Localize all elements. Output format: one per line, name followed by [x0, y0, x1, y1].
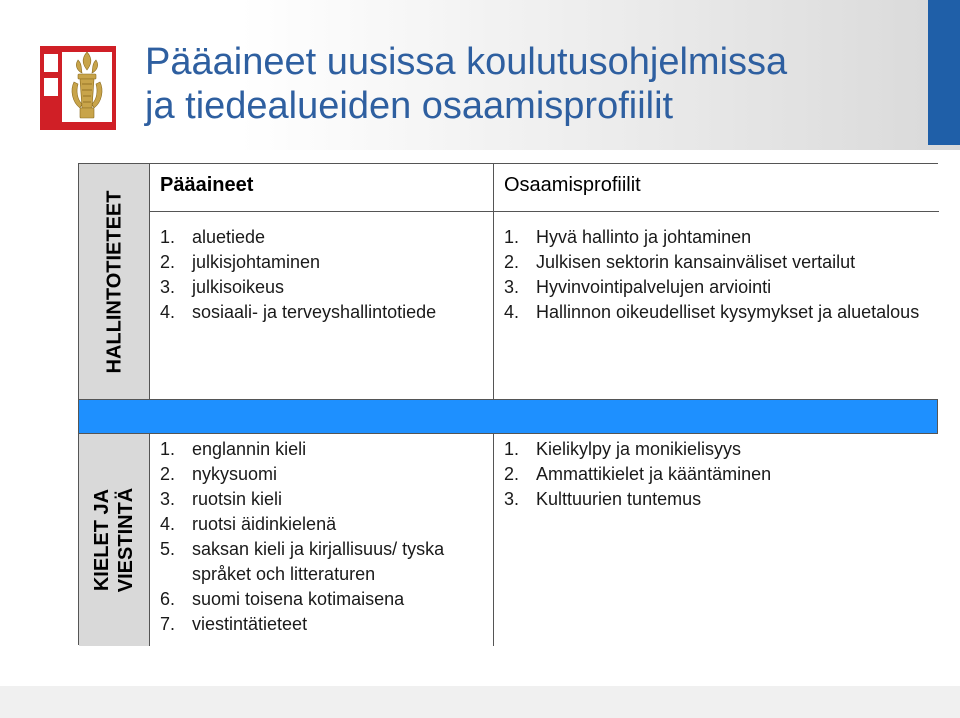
majors-header: Pääaineet: [150, 164, 493, 212]
list-item: [504, 275, 939, 300]
list-item: [160, 612, 493, 637]
section-label-line-2: VIESTINTÄ: [115, 487, 138, 593]
item-text: ruotsin kieli: [192, 489, 283, 509]
item-number: 2.: [160, 464, 176, 484]
item-number: 3.: [504, 489, 520, 509]
footer-band: [0, 686, 960, 718]
item-number: 4.: [160, 302, 176, 322]
profiles-list: [494, 212, 939, 325]
item-number: 1.: [504, 227, 520, 247]
list-item: [504, 462, 939, 487]
title-line-2: ja tiedealueiden osaamisprofiilit: [145, 85, 674, 127]
majors-list: [150, 212, 493, 325]
majors-cell-hallintotieteet: [149, 164, 494, 399]
list-item: [160, 462, 493, 487]
list-item: [160, 537, 493, 587]
item-text: englannin kieli: [192, 439, 307, 459]
list-item: [160, 512, 493, 537]
item-text: aluetiede: [192, 227, 266, 247]
profiles-list: [494, 434, 939, 512]
section-separator-bar: [79, 399, 937, 434]
item-text: Ammattikielet ja kääntäminen: [536, 464, 772, 484]
item-number: 1.: [504, 439, 520, 459]
majors-cell-kielet-ja-viestinta: [149, 434, 494, 646]
item-text: saksan kieli ja kirjallisuus/ tyska språket och litteraturen: [192, 539, 445, 584]
item-text: nykysuomi: [192, 464, 278, 484]
list-item: [504, 300, 939, 325]
section-label-text: HALLINTOTIETEET: [103, 190, 125, 373]
profiles-header: [494, 164, 939, 212]
item-text: ruotsi äidinkielenä: [192, 514, 337, 534]
profiles-header-text: Osaamisprofiilit: [504, 174, 641, 196]
section-label-hallintotieteet: [79, 164, 149, 399]
list-item: [160, 487, 493, 512]
university-logo-icon: [40, 46, 116, 130]
item-number: 4.: [504, 302, 520, 322]
profiles-cell-kielet-ja-viestinta: [494, 434, 939, 646]
list-item: [504, 225, 939, 250]
item-number: 5.: [160, 539, 176, 559]
item-text: viestintätieteet: [192, 614, 308, 634]
section-label-kielet-ja-viestinta: [79, 434, 149, 646]
title-line-1: Pääaineet uusissa koulutusohjelmissa: [145, 41, 788, 83]
profiles-cell-hallintotieteet: [494, 164, 939, 399]
item-text: Hyvä hallinto ja johtaminen: [536, 227, 752, 247]
item-number: 7.: [160, 614, 176, 634]
section-label-line-1: KIELET JA: [91, 488, 114, 592]
item-number: 1.: [160, 227, 176, 247]
list-item: [160, 587, 493, 612]
item-text: Hyvinvointipalvelujen arviointi: [536, 277, 772, 297]
item-number: 2.: [504, 252, 520, 272]
list-item: [160, 275, 493, 300]
item-text: Hallinnon oikeudelliset kysymykset ja aluetalous: [536, 302, 920, 322]
item-number: 3.: [160, 277, 176, 297]
list-item: [160, 300, 493, 325]
item-text: sosiaali- ja terveyshallintotiede: [192, 302, 437, 322]
corner-accent-block: [928, 0, 960, 145]
list-item: [504, 437, 939, 462]
item-number: 2.: [160, 252, 176, 272]
item-number: 6.: [160, 589, 176, 609]
page-title: [145, 40, 787, 128]
list-item: [504, 250, 939, 275]
item-text: Julkisen sektorin kansainväliset vertailut: [536, 252, 856, 272]
item-number: 3.: [160, 489, 176, 509]
item-number: 3.: [504, 277, 520, 297]
majors-list: [150, 434, 493, 637]
item-text: Kielikylpy ja monikielisyys: [536, 439, 742, 459]
list-item: [160, 225, 493, 250]
item-text: Kulttuurien tuntemus: [536, 489, 702, 509]
item-number: 4.: [160, 514, 176, 534]
list-item: [160, 250, 493, 275]
list-item: [504, 487, 939, 512]
item-text: julkisjohtaminen: [192, 252, 321, 272]
list-item: [160, 437, 493, 462]
item-text: julkisoikeus: [192, 277, 285, 297]
section-label-text: [90, 488, 138, 592]
item-number: 1.: [160, 439, 176, 459]
item-number: 2.: [504, 464, 520, 484]
item-text: suomi toisena kotimaisena: [192, 589, 405, 609]
curriculum-table: [78, 163, 938, 645]
